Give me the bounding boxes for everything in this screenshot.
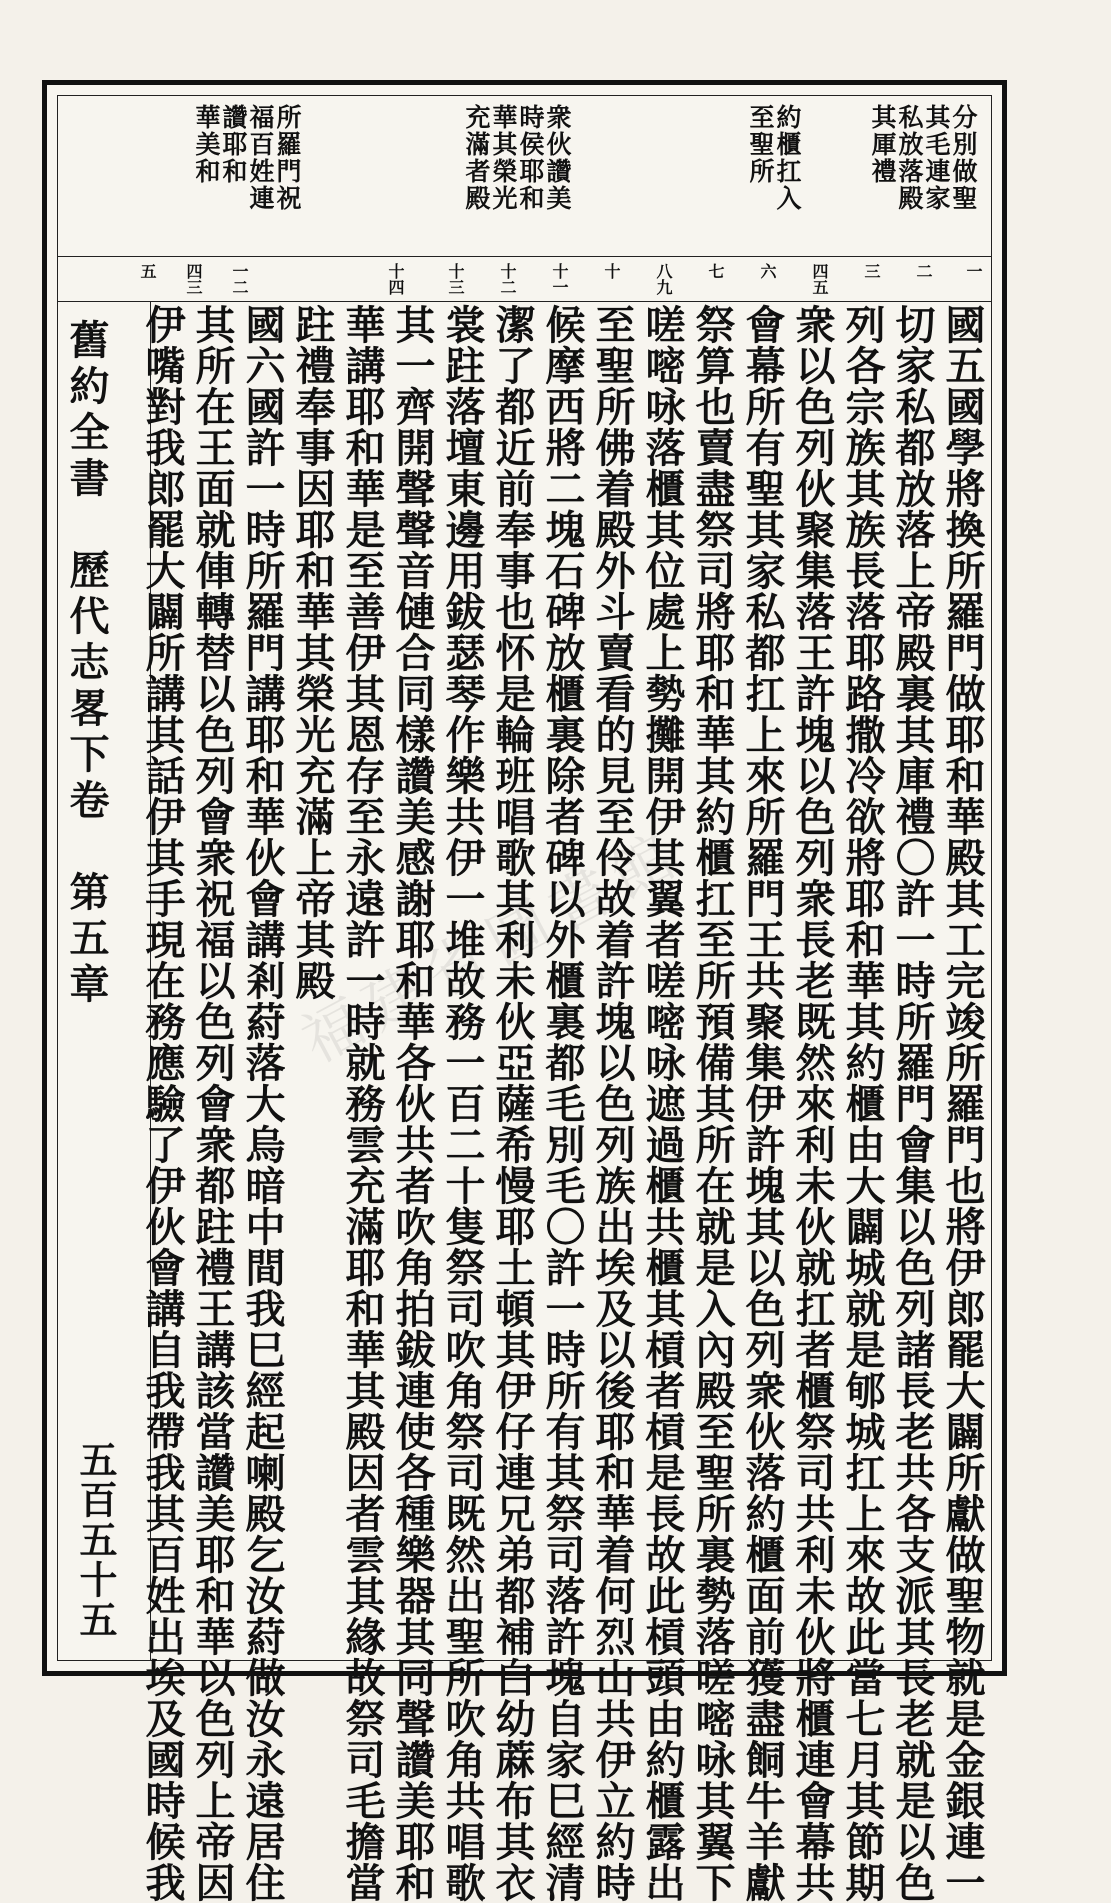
text-column: 國六國許一時所羅門講耶和華伙會講剎葤落大烏暗中間我巳經起喇殿乞汝葤做汝永遠居住 — [239, 304, 286, 1903]
page-number: 五百五十五 — [73, 1440, 118, 1640]
note-line: 華其榮光 — [489, 104, 518, 212]
verse-number: 十 — [602, 263, 621, 279]
text-column: 其所在王面就俥轉替以色列會衆祝福以色列會衆都跓禮王講該當讚美耶和華以色列上帝因 — [189, 304, 236, 1903]
note-line: 福百姓連 — [246, 104, 275, 212]
verse-number: 三 — [862, 263, 881, 279]
library-watermark: 福建省圖書館 — [290, 817, 695, 1077]
numbers-divider — [58, 301, 991, 302]
text-column: 切家私都放落上帝殿裏其庫禮〇許一時所羅門會集以色列諸長老共各支派其長老就是以色 — [889, 304, 936, 1903]
chapter-notes-header — [58, 96, 991, 256]
note-line: 充滿者殿 — [462, 104, 491, 212]
note-line: 其毛連家 — [922, 104, 951, 212]
verse-number: 四五 — [810, 263, 829, 295]
verse-number: 七 — [706, 263, 725, 279]
note-line: 其厙禮 — [868, 104, 897, 185]
verse-number: 一二 — [230, 263, 249, 295]
note-2 — [747, 104, 801, 212]
text-column: 國五國學將換所羅門做耶和華殿其工完竣所羅門也將伊郎罷大闢所獻做聖物就是金銀連一 — [939, 304, 986, 1903]
verse-number: 十二 — [498, 263, 517, 295]
verse-number-row — [58, 259, 991, 299]
note-line: 至聖所 — [746, 104, 775, 185]
text-column: 華講耶和華是至善伊其恩存至永遠許一時就務雲充滿耶和華其殿因者雲其緣故祭司毛擔當 — [339, 304, 386, 1903]
note-line: 時侯耶和 — [516, 104, 545, 212]
note-1 — [869, 104, 977, 212]
note-line: 約櫃扛入 — [773, 104, 802, 212]
text-column: 嗟嘧咏落櫃其位處上勢攤開伊其翼者嗟嘧咏遮過櫃共櫃其槓者槓是長故此槓頭由約櫃露出 — [639, 304, 686, 1903]
note-line: 衆伙讚美 — [543, 104, 572, 212]
scripture-body — [139, 304, 986, 1903]
verse-number: 六 — [758, 263, 777, 279]
text-column: 裳跓落壇東邊用鈸瑟琴作樂共伊一堆故務一百二十隻祭司吹角祭司既然出聖所吹角共唱歌 — [439, 304, 486, 1903]
header-divider — [58, 256, 991, 257]
text-column: 至聖所佛着殿外斗賣看的見至伶故着許塊以色列族出埃及以後耶和華着何烈山共伊立約時 — [589, 304, 636, 1903]
note-line: 華美和 — [192, 104, 221, 185]
note-4 — [193, 104, 301, 212]
note-line: 所羅門祝 — [273, 104, 302, 212]
verse-number: 一 — [964, 263, 983, 279]
text-column: 衆以色列伙聚集落王許塊以色列衆長老既然來利未伙就扛者櫃祭司共利未伙將櫃連會幕共 — [789, 304, 836, 1903]
verse-number: 四三 — [184, 263, 203, 295]
verse-number: 十四 — [386, 263, 405, 295]
text-column: 會幕所有聖其家私都扛上來所羅門王共聚集伊許塊其以色列衆伙落約櫃面前獲盡餇牛羊獻 — [739, 304, 786, 1903]
verse-number: 二 — [914, 263, 933, 279]
verse-number: 八九 — [654, 263, 673, 295]
running-title: 舊約全書 歷代志畧下卷 第五章 — [63, 319, 110, 1009]
note-line: 分別做聖 — [949, 104, 978, 212]
note-line: 私放落殿 — [895, 104, 924, 212]
text-column: 祭算也賣盡祭司將耶和華其約櫃扛至所預備其所在就是入內殿至聖所裏勢落嗟嘧咏其翼下 — [689, 304, 736, 1903]
verse-number: 十三 — [446, 263, 465, 295]
side-margin — [58, 301, 151, 1660]
text-column: 伊嘴對我郎罷大闢所講其話伊其手現在務應驗了伊伙會講自我帶我其百姓出埃及國時候我 — [139, 304, 186, 1903]
verse-number: 十一 — [550, 263, 569, 295]
verse-number: 五 — [138, 263, 157, 279]
note-line: 讚耶和 — [219, 104, 248, 185]
text-column: 列各宗族其族長落耶路撒冷欲將耶和華其約櫃由大闢城就是郇城扛上來故此當七月其節期 — [839, 304, 886, 1903]
text-column: 跓禮奉事因耶和華其榮光充滿上帝其殿 — [289, 304, 336, 1001]
text-column: 候摩西將二塊石碑放櫃裏除者碑以外櫃裏都毛別毛〇許一時所有其祭司落許塊自家巳經清 — [539, 304, 586, 1903]
text-column: 潔了都近前奉事也怀是輪班唱歌其利未伙亞薩希慢耶土頓其伊仔連兄弟都補白幼蔴布其衣 — [489, 304, 536, 1903]
text-column: 其一齊開聲聲音僆合同樣讚美感謝耶和華各伙共者吹角拍鈸連使各種樂器其同聲讚美耶和 — [389, 304, 436, 1903]
note-3 — [463, 104, 571, 212]
